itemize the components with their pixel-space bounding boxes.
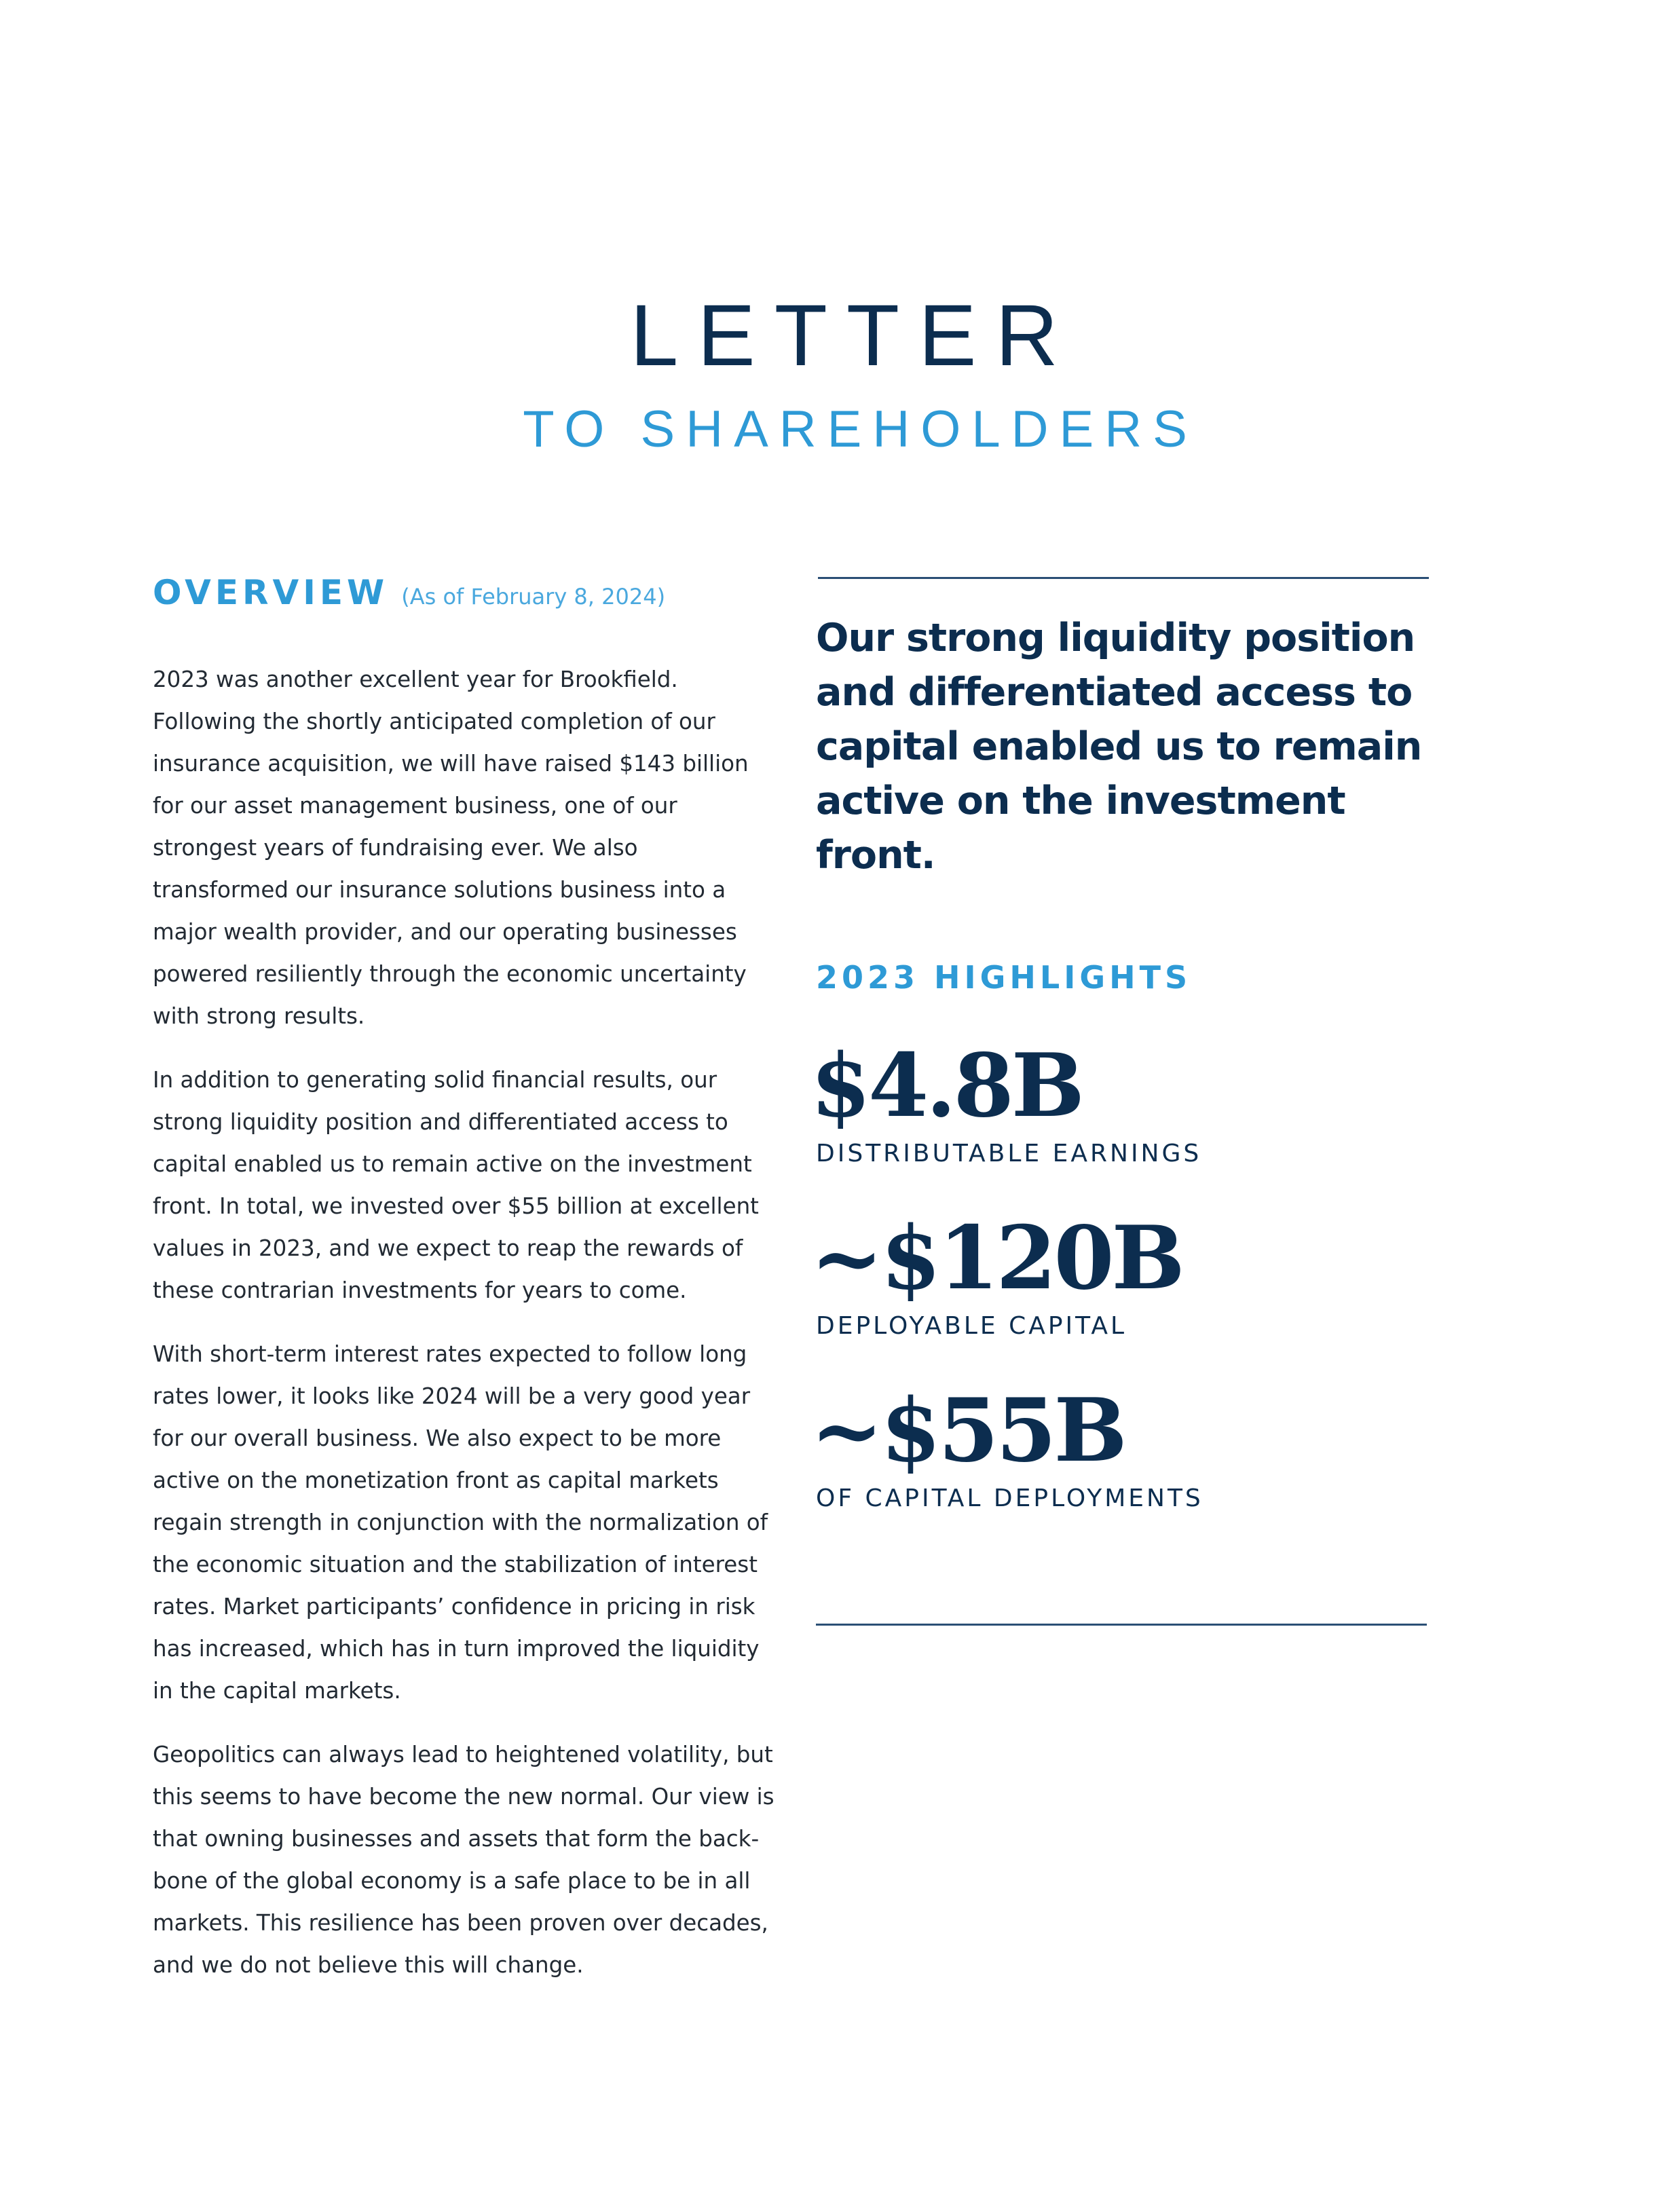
- stat-distributable-earnings: [810, 1035, 1440, 1170]
- stat-deployable-capital: [810, 1208, 1440, 1343]
- stat-label: DEPLOYABLE CAPITAL: [816, 1312, 1127, 1340]
- title-sub: TO SHAREHOLDERS: [523, 400, 1198, 458]
- stat-label: OF CAPITAL DEPLOYMENTS: [816, 1484, 1203, 1512]
- overview-paragraph-2: In addition to generating solid financial results, our strong liquidity position and differentiated access to capital enabled us to remain active on the investment front. In total, we invested over $55 billion at excellent values in 2023, and we expect to reap the rewards of these contrarian investments for years to come.: [153, 1067, 759, 1303]
- pull-quote: Our strong liquidity position and differentiated access to capital enabled us to remain active on the investment front.: [816, 616, 1422, 878]
- stat-capital-deployments: [810, 1380, 1440, 1515]
- stat-value: $4.8B: [810, 1035, 1082, 1137]
- stat-value: ~$120B: [810, 1208, 1182, 1309]
- top-divider: [818, 577, 1429, 579]
- title-main: LETTER: [630, 287, 1077, 384]
- overview-date: (As of February 8, 2024): [401, 584, 666, 610]
- overview-paragraph-1: 2023 was another excellent year for Brookfield. Following the shortly anticipated completion of our insurance acquisition, we will have raised $143 billion for our asset management business, one of our strongest years of fundraising ever. We also transformed our insurance solutions business into a major wealth provider, and our operating businesses powered resiliently through the economic uncertainty with strong results.: [153, 667, 749, 1029]
- overview-paragraph-4: Geopolitics can always lead to heightened volatility, but this seems to have become the new normal. Our view is that owning businesses and assets that form the back-bone of the global economy is a safe place to be in all markets. This resilience has been proven over decades, and we do not believe this will change.: [153, 1742, 774, 1978]
- overview-heading: [153, 570, 777, 623]
- page-title: [0, 285, 1680, 460]
- overview-section: [153, 570, 777, 2008]
- overview-label: OVERVIEW: [153, 573, 389, 612]
- highlights-panel: [810, 611, 1440, 1515]
- highlights-heading: 2023 HIGHLIGHTS: [816, 959, 1192, 996]
- overview-paragraph-3: With short-term interest rates expected to follow long rates lower, it looks like 2024 will be a very good year for our overall business. We also expect to be more active on the monetization front as capital markets regain strength in conjunction with the normalization of the economic situation and the stabilization of interest rates. Market participants’ confidence in pricing in risk has increased, which has in turn improved the liquidity in the capital markets.: [153, 1341, 768, 1704]
- stat-label: DISTRIBUTABLE EARNINGS: [816, 1140, 1202, 1167]
- bottom-divider: [816, 1624, 1427, 1626]
- stat-value: ~$55B: [810, 1380, 1125, 1482]
